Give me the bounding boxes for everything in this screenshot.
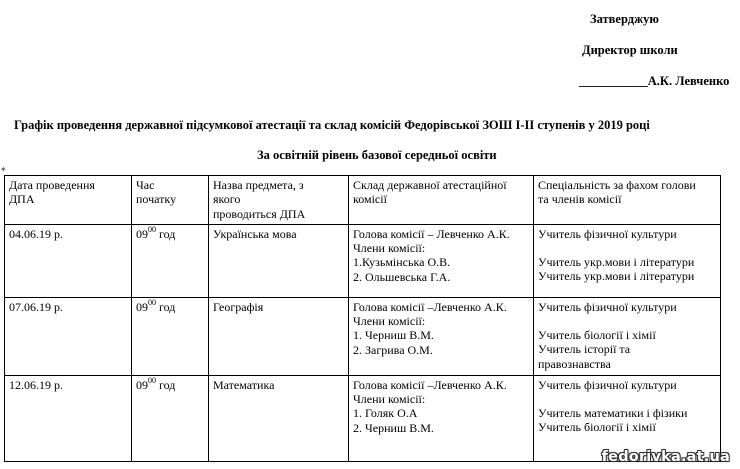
header-date	[5, 176, 132, 225]
time-minutes: 00	[148, 297, 156, 307]
commission-members-label: Члени комісії:	[353, 392, 426, 407]
cell-commission	[349, 375, 534, 461]
time-hour: 09	[136, 226, 148, 241]
specialty-text: Учитель укр.мови і літератури	[538, 255, 695, 270]
specialty-text: Учитель фізичної культури	[538, 299, 677, 314]
specialty-text: Учитель фізичної культури	[538, 377, 677, 392]
commission-member: 1.Кузьмінська О.В.	[353, 255, 451, 270]
approval-line-position: Директор школи	[582, 43, 678, 57]
header-subject	[209, 176, 349, 225]
header-text: Дата проведення	[9, 178, 95, 192]
specialty-text: Учитель біології і хімії	[538, 420, 656, 435]
header-specialty	[534, 176, 721, 225]
table-row	[5, 224, 721, 297]
approval-line-approve: Затверджую	[590, 12, 659, 26]
table-anchor-icon: ✦	[0, 165, 7, 174]
commission-head: Голова комісії –Левченко А.К.	[353, 299, 507, 314]
commission-member: 2. Ольшевська Г.А.	[353, 269, 451, 284]
specialty-text: Учитель історії та	[538, 342, 631, 357]
specialty-text: Учитель біології і хімії	[538, 328, 656, 343]
document-subtitle: За освітній рівень базової середньої освіти	[257, 148, 497, 162]
date-text: 07.06.19 р.	[9, 299, 63, 314]
time-unit: год	[156, 377, 176, 392]
header-text: комісії	[353, 192, 387, 207]
header-text: проводиться ДПА	[213, 206, 306, 221]
header-text: Спеціальність за фахом голови	[538, 178, 696, 192]
cell-subject	[209, 375, 349, 461]
subject-text: Географія	[213, 299, 264, 314]
specialty-text: Учитель фізичної культури	[538, 226, 677, 241]
commission-member: 2. Загрива О.М.	[353, 342, 433, 357]
commission-members-label: Члени комісії:	[353, 241, 426, 256]
date-text: 12.06.19 р.	[9, 377, 63, 392]
commission-head: Голова комісії – Левченко А.К.	[353, 226, 510, 241]
header-text: та членів комісії	[538, 192, 622, 207]
spacer	[538, 241, 716, 255]
table-header-row	[5, 176, 721, 225]
subject-text: Математика	[213, 377, 275, 392]
commission-member: 2. Черниш В.М.	[353, 420, 434, 435]
specialty-text: правознавства	[538, 356, 611, 371]
spacer	[538, 392, 716, 406]
subject-text: Українська мова	[213, 226, 297, 241]
time-hour: 09	[136, 299, 148, 314]
site-watermark: fedorivka.at.ua	[601, 449, 730, 465]
spacer	[538, 314, 716, 328]
cell-date	[5, 375, 132, 461]
header-text: Час	[136, 178, 155, 192]
time-minutes: 00	[148, 375, 156, 385]
specialty-text: Учитель укр.мови і літератури	[538, 269, 695, 284]
cell-specialty	[534, 224, 721, 297]
time-unit: год	[156, 299, 176, 314]
header-text: початку	[136, 192, 177, 207]
cell-subject	[209, 297, 349, 375]
cell-date	[5, 224, 132, 297]
header-text: ДПА	[9, 192, 35, 207]
header-commission	[349, 176, 534, 225]
time-hour: 09	[136, 377, 148, 392]
schedule-table	[4, 175, 721, 462]
header-text: Назва предмета, з	[213, 178, 304, 192]
table-row	[5, 297, 721, 375]
date-text: 04.06.19 р.	[9, 226, 63, 241]
cell-date	[5, 297, 132, 375]
time-minutes: 00	[148, 224, 156, 234]
commission-head: Голова комісії –Левченко А.К.	[353, 377, 507, 392]
header-time	[132, 176, 209, 225]
specialty-text: Учитель математики і фізики	[538, 406, 688, 421]
document-title: Графік проведення державної підсумкової атестації та склад комісій Федорівської ЗОШ І-ІІ ступенів у 2019 році	[14, 118, 650, 132]
header-text: Склад державної атестаційної	[353, 178, 507, 192]
commission-member: 1. Черниш В.М.	[353, 328, 434, 343]
cell-time	[132, 297, 209, 375]
cell-time	[132, 375, 209, 461]
commission-members-label: Члени комісії:	[353, 314, 426, 329]
cell-specialty	[534, 297, 721, 375]
cell-time	[132, 224, 209, 297]
approval-line-signature: ___________А.К. Левченко	[579, 74, 730, 88]
cell-subject	[209, 224, 349, 297]
header-text: якого	[213, 192, 241, 207]
cell-commission	[349, 224, 534, 297]
cell-commission	[349, 297, 534, 375]
time-unit: год	[156, 226, 176, 241]
commission-member: 1. Голяк О.А	[353, 406, 418, 421]
